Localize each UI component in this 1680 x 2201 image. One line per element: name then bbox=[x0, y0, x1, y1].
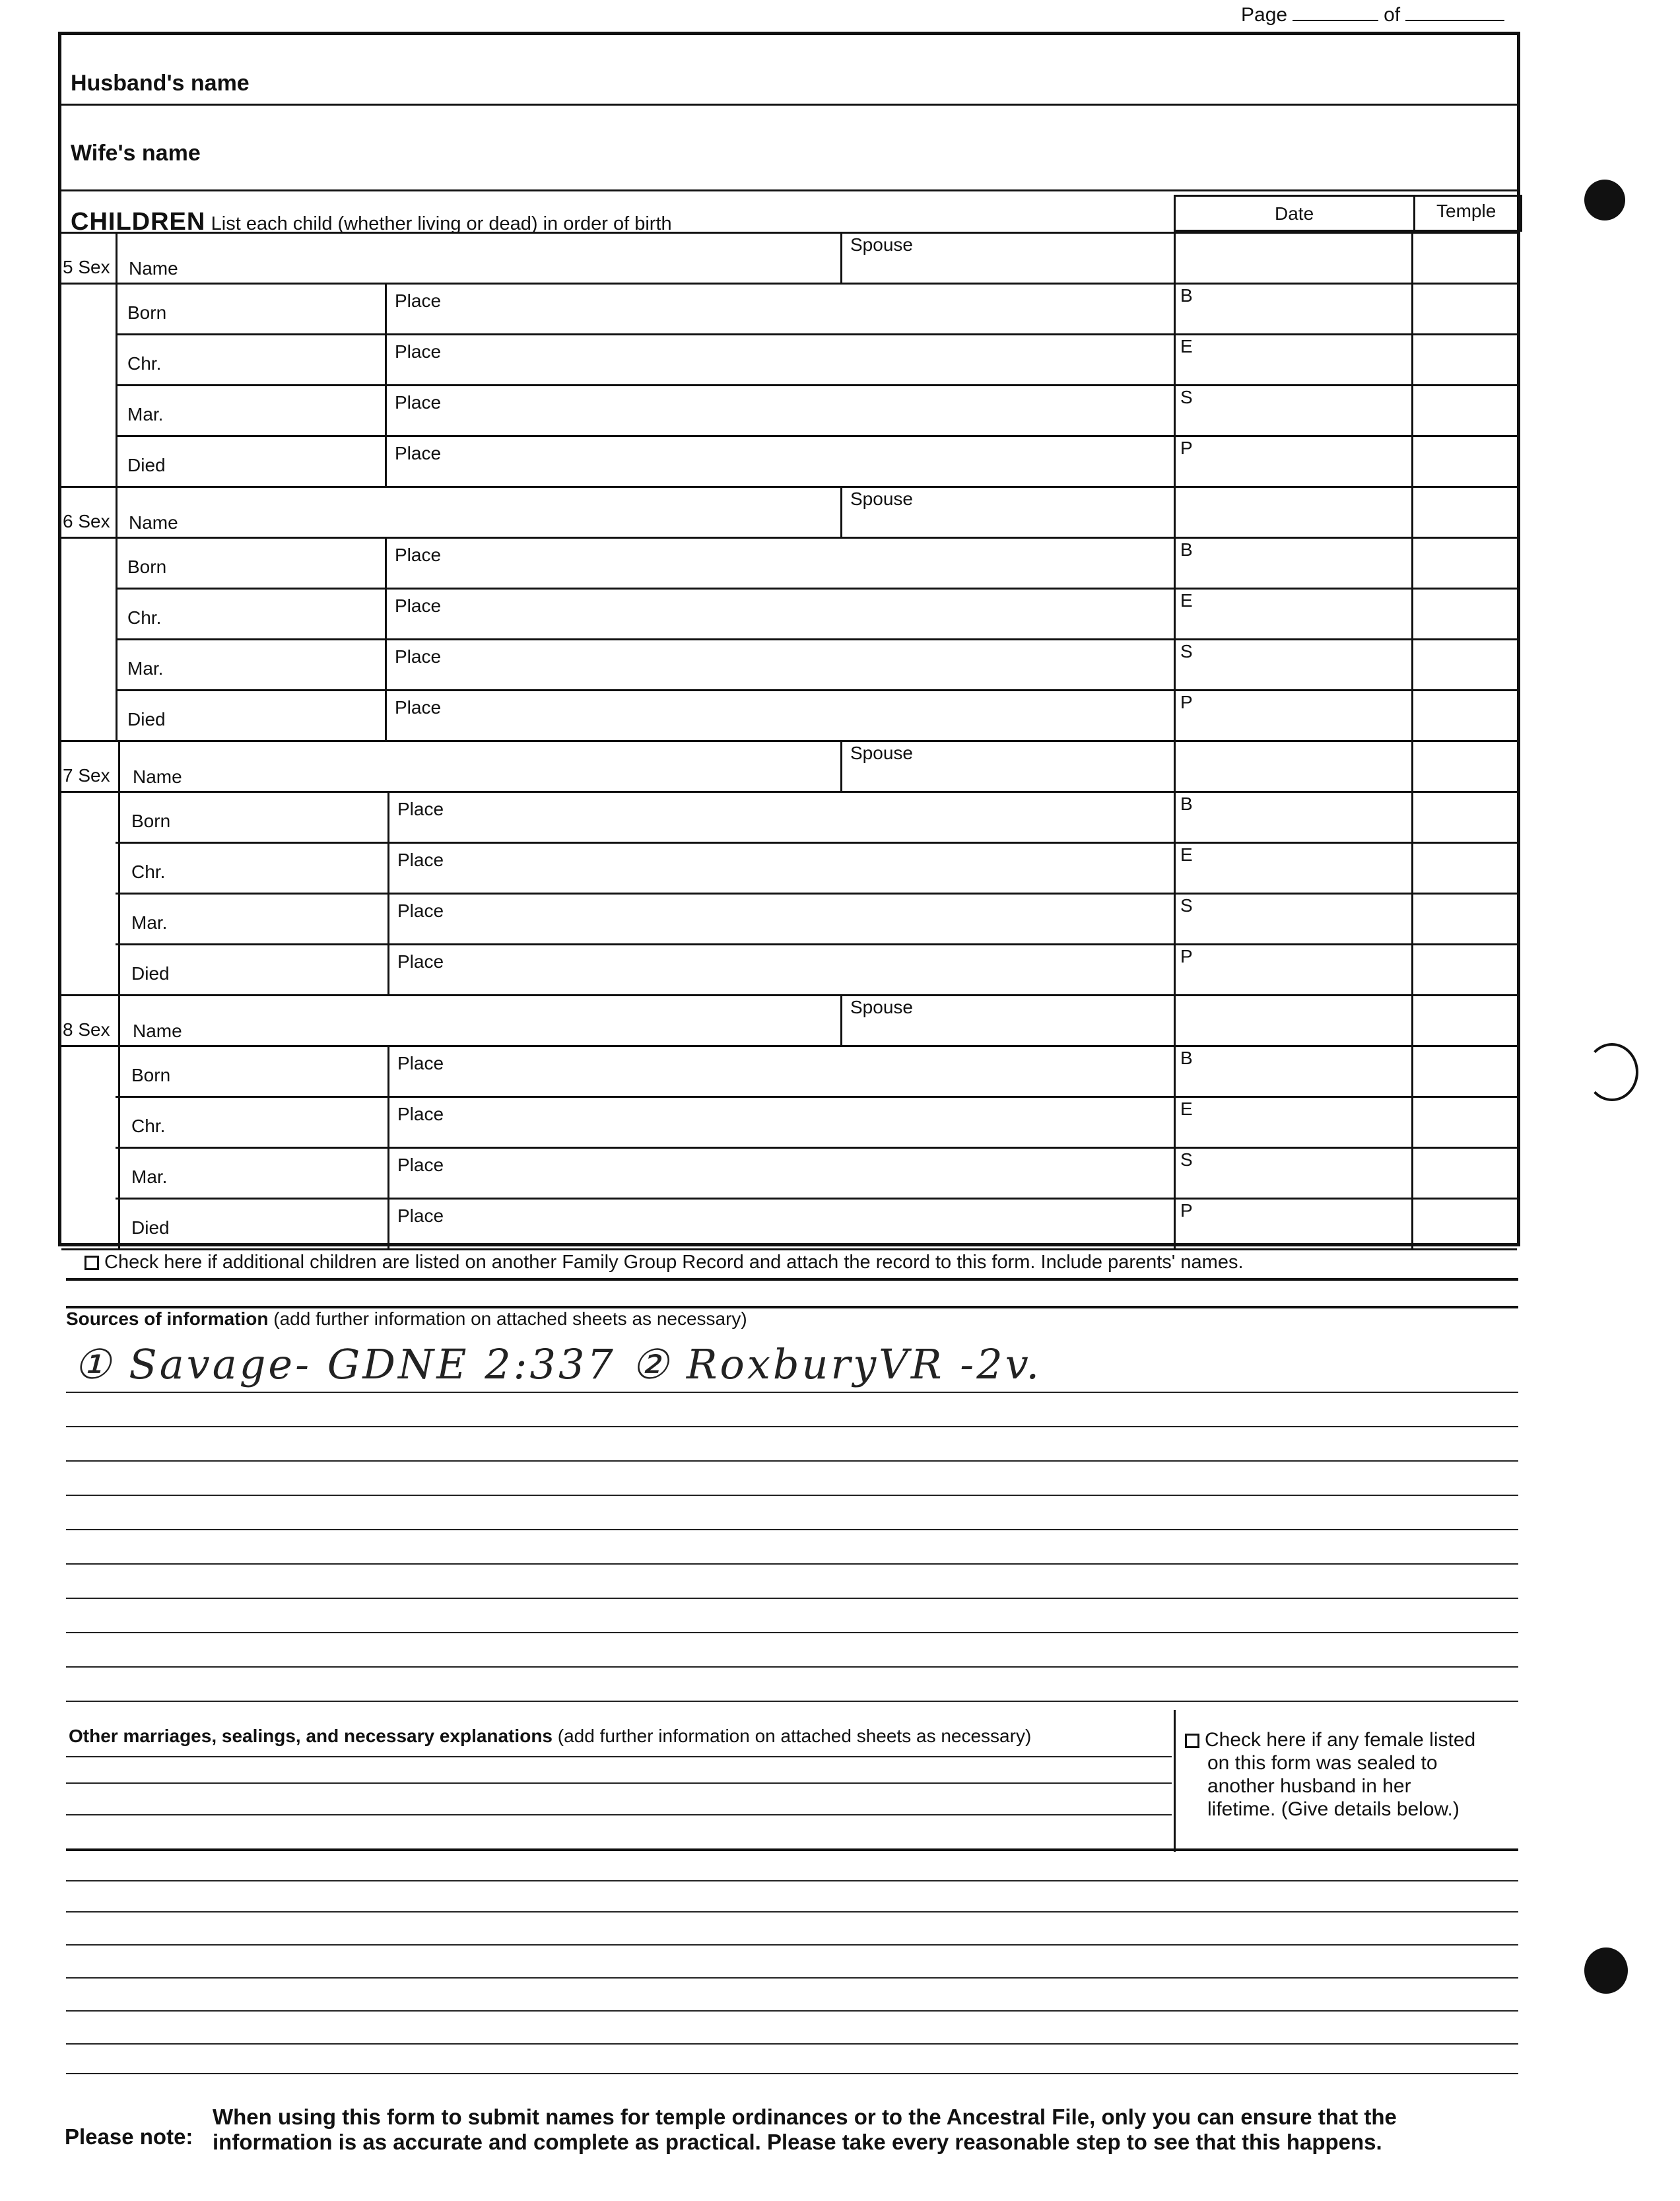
page-number-field bbox=[1241, 4, 1510, 26]
page-label: Page bbox=[1241, 4, 1288, 26]
divider bbox=[840, 232, 842, 283]
divider bbox=[116, 1147, 1517, 1149]
ordinance-letter: E bbox=[1180, 336, 1193, 356]
ordinance-letter: B bbox=[1180, 1048, 1193, 1068]
other-marriages-label: Other marriages, sealings, and necessary explanations bbox=[69, 1726, 553, 1746]
writing-line[interactable] bbox=[66, 1880, 1518, 1881]
divider bbox=[1174, 283, 1517, 285]
place-label: Place bbox=[397, 850, 444, 870]
spouse-label: Spouse bbox=[850, 489, 913, 509]
ordinance-letter: B bbox=[1180, 794, 1193, 814]
note-label: Please note: bbox=[65, 2124, 193, 2149]
divider bbox=[387, 791, 389, 842]
event-label: Mar. bbox=[131, 912, 168, 933]
ordinance-letter: S bbox=[1180, 387, 1193, 407]
divider bbox=[387, 1096, 389, 1147]
writing-line[interactable] bbox=[66, 1848, 1518, 1851]
divider bbox=[385, 537, 387, 588]
child-name-label: Name bbox=[133, 766, 182, 787]
sources-heading bbox=[66, 1308, 747, 1330]
divider bbox=[387, 1147, 389, 1198]
female-sealed-line bbox=[1185, 1728, 1475, 1751]
binder-hole-icon bbox=[1584, 180, 1625, 220]
divider bbox=[116, 1198, 1517, 1200]
writing-line[interactable] bbox=[66, 1495, 1518, 1496]
event-label: Born bbox=[127, 557, 167, 577]
ordinance-letter: E bbox=[1180, 844, 1193, 865]
divider bbox=[61, 104, 1517, 106]
divider bbox=[118, 740, 120, 994]
divider bbox=[61, 486, 1517, 488]
page-total-blank[interactable] bbox=[1405, 20, 1504, 21]
children-subtitle: List each child (whether living or dead) in order of birth bbox=[211, 213, 672, 234]
spouse-label: Spouse bbox=[850, 743, 913, 763]
divider bbox=[387, 943, 389, 994]
divider bbox=[61, 189, 1517, 191]
ordinance-letter: S bbox=[1180, 895, 1193, 916]
place-label: Place bbox=[395, 290, 442, 311]
divider bbox=[1174, 233, 1176, 486]
divider bbox=[385, 638, 387, 689]
divider bbox=[116, 842, 1517, 844]
place-label: Place bbox=[397, 1205, 444, 1226]
divider bbox=[61, 232, 1517, 234]
child-name-label: Name bbox=[129, 258, 178, 279]
divider bbox=[385, 333, 387, 384]
divider bbox=[116, 588, 1517, 590]
ordinance-letter: S bbox=[1180, 641, 1193, 661]
divider bbox=[840, 740, 842, 791]
divider bbox=[116, 638, 1517, 640]
writing-line[interactable] bbox=[66, 1756, 1172, 1757]
child-name-label: Name bbox=[133, 1021, 182, 1041]
date-header: Date bbox=[1275, 203, 1314, 224]
divider bbox=[1174, 487, 1176, 740]
divider bbox=[1174, 996, 1176, 1248]
divider bbox=[61, 740, 1517, 742]
child-number-sex: 8 Sex bbox=[63, 1019, 110, 1040]
event-label: Mar. bbox=[127, 658, 164, 679]
temple-header: Temple bbox=[1436, 201, 1496, 221]
writing-line[interactable] bbox=[66, 1426, 1518, 1427]
divider bbox=[1411, 233, 1413, 486]
divider bbox=[385, 384, 387, 435]
ordinance-letter: P bbox=[1180, 692, 1193, 712]
divider bbox=[1174, 791, 1517, 793]
writing-line[interactable] bbox=[66, 1814, 1172, 1815]
event-label: Born bbox=[131, 1065, 171, 1085]
additional-children-checkbox[interactable] bbox=[84, 1252, 1244, 1273]
writing-line[interactable] bbox=[66, 1701, 1518, 1702]
divider bbox=[116, 943, 1517, 945]
place-label: Place bbox=[395, 341, 442, 362]
binder-hole-icon bbox=[1586, 1043, 1638, 1101]
female-sealed-line: another husband in her bbox=[1207, 1775, 1411, 1797]
ordinance-letter: B bbox=[1180, 285, 1193, 306]
ordinance-letter: E bbox=[1180, 590, 1193, 611]
other-marriages-heading bbox=[69, 1726, 1031, 1747]
event-label: Chr. bbox=[127, 607, 162, 628]
divider bbox=[387, 1045, 389, 1096]
event-label: Chr. bbox=[131, 862, 166, 882]
divider bbox=[66, 1278, 1518, 1281]
ordinance-letter: P bbox=[1180, 1200, 1193, 1221]
divider bbox=[840, 486, 842, 537]
divider bbox=[116, 486, 118, 740]
page-number-blank[interactable] bbox=[1293, 20, 1378, 21]
ordinance-letter: P bbox=[1180, 438, 1193, 458]
divider bbox=[387, 1198, 389, 1248]
wife-name-label: Wife's name bbox=[71, 141, 201, 166]
sources-handwriting: ① Savage- GDNE 2:337 ② RoxburyVR -2v. bbox=[74, 1340, 1042, 1388]
place-label: Place bbox=[395, 595, 442, 616]
writing-line[interactable] bbox=[66, 2073, 1518, 2074]
child-name-label: Name bbox=[129, 512, 178, 533]
divider bbox=[116, 435, 1517, 437]
place-label: Place bbox=[397, 1155, 444, 1175]
female-sealed-text: Check here if any female listed bbox=[1205, 1729, 1476, 1751]
divider bbox=[385, 283, 387, 333]
place-label: Place bbox=[395, 646, 442, 667]
writing-line[interactable] bbox=[66, 2010, 1518, 2012]
female-sealed-checkbox[interactable] bbox=[1185, 1734, 1199, 1748]
divider bbox=[385, 435, 387, 486]
event-label: Born bbox=[127, 302, 167, 323]
divider bbox=[116, 333, 1517, 335]
event-label: Born bbox=[131, 811, 171, 831]
writing-line[interactable] bbox=[66, 1911, 1518, 1913]
child-number-sex: 5 Sex bbox=[63, 257, 110, 277]
children-title: CHILDREN bbox=[71, 208, 206, 236]
divider bbox=[118, 994, 120, 1248]
divider bbox=[1174, 741, 1176, 994]
divider bbox=[1411, 741, 1413, 994]
place-label: Place bbox=[397, 1053, 444, 1073]
event-label: Chr. bbox=[127, 353, 162, 374]
divider bbox=[61, 994, 1517, 996]
sources-hint: (add further information on attached sheets as necessary) bbox=[273, 1308, 747, 1329]
event-label: Died bbox=[131, 1217, 170, 1238]
date-temple-header bbox=[1174, 195, 1522, 232]
ordinance-letter: P bbox=[1180, 946, 1193, 966]
note-line-2: information is as accurate and complete as practical. Please take every reasonable step to see that this happens. bbox=[213, 2130, 1382, 2154]
place-label: Place bbox=[395, 545, 442, 565]
spouse-label: Spouse bbox=[850, 234, 913, 255]
divider bbox=[1411, 487, 1413, 740]
event-label: Mar. bbox=[127, 404, 164, 424]
of-label: of bbox=[1384, 4, 1401, 26]
divider bbox=[385, 588, 387, 638]
divider bbox=[385, 689, 387, 740]
writing-line[interactable] bbox=[66, 1782, 1172, 1784]
writing-line[interactable] bbox=[66, 2043, 1518, 2045]
event-label: Chr. bbox=[131, 1116, 166, 1136]
divider bbox=[116, 893, 1517, 895]
divider bbox=[1174, 1710, 1176, 1852]
place-label: Place bbox=[395, 392, 442, 413]
ordinance-letter: S bbox=[1180, 1149, 1193, 1170]
writing-line[interactable] bbox=[66, 1392, 1518, 1393]
place-label: Place bbox=[397, 799, 444, 819]
writing-line[interactable] bbox=[66, 1563, 1518, 1565]
writing-line[interactable] bbox=[66, 1944, 1518, 1946]
divider bbox=[61, 1248, 1517, 1250]
divider bbox=[116, 689, 1517, 691]
event-label: Died bbox=[127, 709, 166, 729]
female-sealed-line: lifetime. (Give details below.) bbox=[1207, 1798, 1460, 1820]
ordinance-letter: E bbox=[1180, 1099, 1193, 1119]
other-marriages-hint: (add further information on attached sheets as necessary) bbox=[557, 1726, 1032, 1746]
writing-line[interactable] bbox=[66, 1666, 1518, 1668]
writing-line[interactable] bbox=[66, 1460, 1518, 1462]
divider bbox=[387, 893, 389, 943]
divider bbox=[116, 232, 118, 486]
husband-name-label: Husband's name bbox=[71, 71, 250, 96]
additional-children-text: Check here if additional children are listed on another Family Group Record and attach the record to this form. Include parents' names. bbox=[104, 1252, 1244, 1273]
divider bbox=[1174, 537, 1517, 539]
divider bbox=[387, 842, 389, 893]
female-sealed-checkbox-group bbox=[1185, 1728, 1475, 1821]
divider bbox=[116, 1096, 1517, 1098]
event-label: Died bbox=[127, 455, 166, 475]
writing-line[interactable] bbox=[66, 1632, 1518, 1633]
divider bbox=[116, 384, 1517, 386]
place-label: Place bbox=[397, 900, 444, 921]
writing-line[interactable] bbox=[66, 1598, 1518, 1599]
female-sealed-line: on this form was sealed to bbox=[1207, 1752, 1438, 1774]
place-label: Place bbox=[395, 697, 442, 718]
ordinance-letter: B bbox=[1180, 539, 1193, 560]
writing-line[interactable] bbox=[66, 1529, 1518, 1530]
child-number-sex: 7 Sex bbox=[63, 765, 110, 786]
spouse-label: Spouse bbox=[850, 997, 913, 1017]
place-label: Place bbox=[397, 1104, 444, 1124]
sources-label: Sources of information bbox=[66, 1308, 269, 1329]
child-number-sex: 6 Sex bbox=[63, 511, 110, 531]
event-label: Died bbox=[131, 963, 170, 984]
writing-line[interactable] bbox=[66, 1977, 1518, 1979]
binder-hole-icon bbox=[1584, 1947, 1628, 1994]
divider bbox=[1413, 197, 1415, 231]
family-group-form bbox=[58, 32, 1520, 1246]
note-line-1: When using this form to submit names for temple ordinances or to the Ancestral File, only you can ensure that the bbox=[213, 2105, 1397, 2129]
place-label: Place bbox=[397, 951, 444, 972]
divider bbox=[1411, 996, 1413, 1248]
place-label: Place bbox=[395, 443, 442, 463]
divider bbox=[840, 994, 842, 1045]
event-label: Mar. bbox=[131, 1167, 168, 1187]
checkbox-icon[interactable] bbox=[84, 1256, 99, 1270]
divider bbox=[1174, 1045, 1517, 1047]
